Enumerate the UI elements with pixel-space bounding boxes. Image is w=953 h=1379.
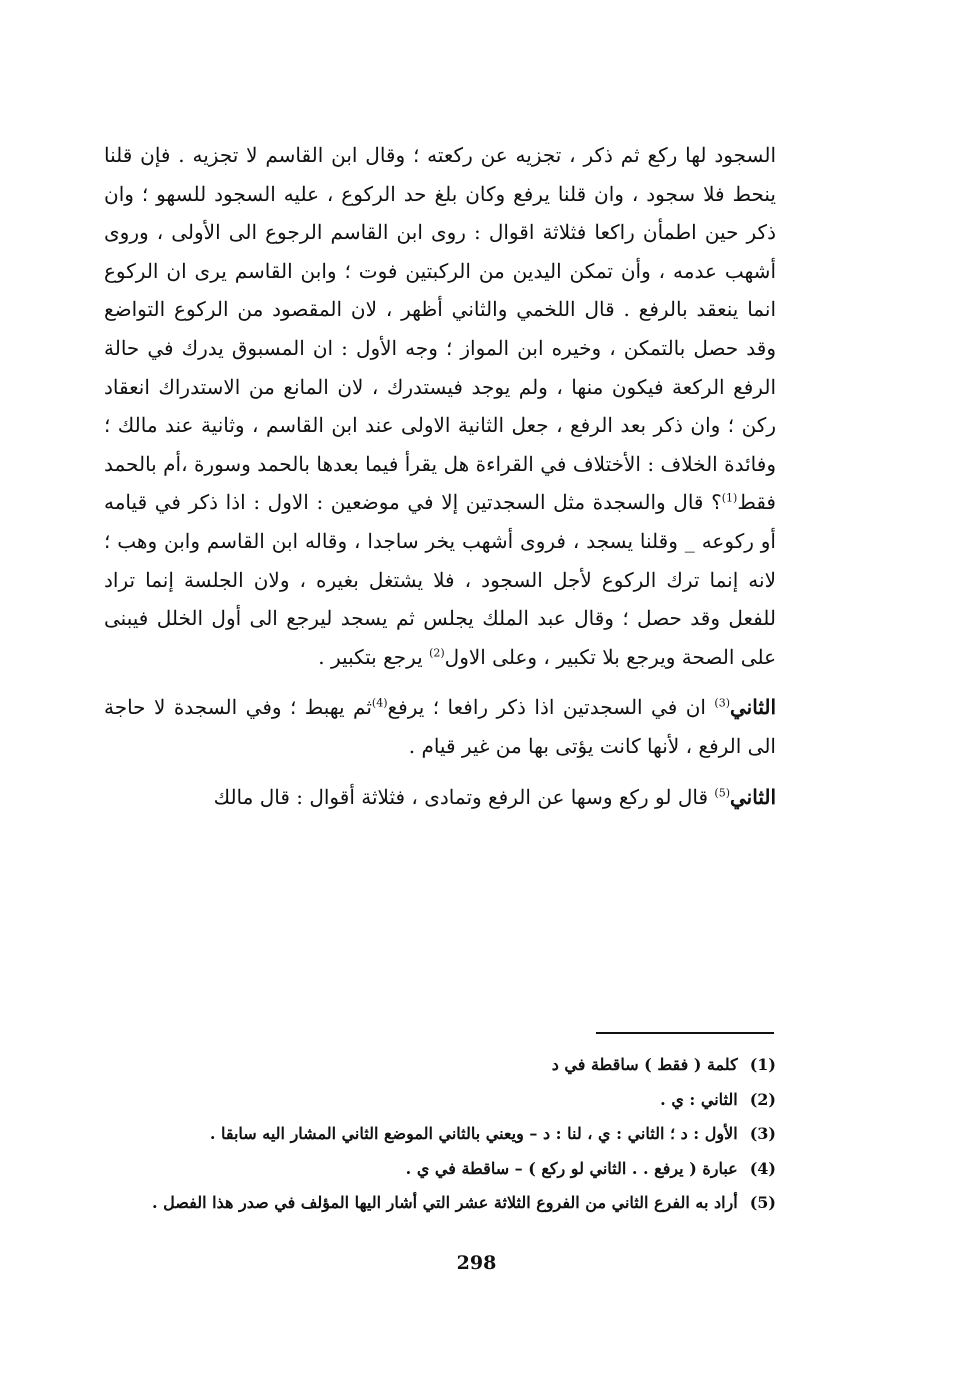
footnote-text: الأول : د ؛ الثاني : ي ، لنا : د – ويعني بالثاني الموضع الثاني المشار اليه سابقا . <box>209 1124 738 1143</box>
paragraph-lead: الثاني <box>729 695 776 720</box>
footnote-item <box>104 1152 776 1187</box>
footnote-ref: (5) <box>714 785 730 799</box>
footnote-number: (4) <box>749 1158 776 1178</box>
footnote-number: (1) <box>749 1055 776 1074</box>
footnote-text: أراد به الفرع الثاني من الفروع الثلاثة عشر التي أشار اليها المؤلف في صدر هذا الفصل . <box>152 1193 738 1212</box>
footnote-number: (2) <box>749 1089 776 1109</box>
paragraph-1 <box>104 136 776 676</box>
footnote-ref: (4) <box>371 696 388 710</box>
text-segment: ثم يهبط ؛ وفي السجدة لا حاجة الى الرفع ، لأنها كانت يؤتى بها من غير قيام . <box>104 695 776 758</box>
text-segment: ؟ قال والسجدة مثل السجدتين إلا في موضعين : الاول : اذا ذكر في قيامه أو ركوعه _ وقلنا يسجد ، فروى أشهب يخر ساجدا ، وقاله ابن القاسم وابن وهب ؛ لانه إنما ترك الركوع لأجل السجود ، فلا يشتغل بغيره ، ولان الجلسة إنما تراد للفعل وقد حصل ؛ وقال عبد الملك يجلس ثم يسجد ليرجع الى أول الخلل فيبنى على الصحة ويرجع بلا تكبير ، وعلى الاول <box>104 490 776 669</box>
footnote-text: الثاني : ي . <box>660 1089 738 1109</box>
footnote-number: (3) <box>749 1124 776 1143</box>
text-segment: يرجع بتكبير . <box>318 644 430 669</box>
footnote-ref: (3) <box>714 696 730 710</box>
footnote-item <box>104 1117 776 1152</box>
paragraph-2 <box>104 688 776 765</box>
footnotes-list <box>104 1048 776 1221</box>
footnote-item <box>104 1048 776 1083</box>
footnote-item <box>104 1083 776 1118</box>
footnote-text: كلمة ( فقط ) ساقطة في د <box>551 1055 738 1074</box>
footnote-ref: (1) <box>721 491 738 505</box>
paragraph-lead: الثاني <box>729 784 776 809</box>
text-segment: ان في السجدتين اذا ذكر رافعا ؛ يرفع <box>387 695 715 720</box>
footnote-number: (5) <box>749 1193 776 1212</box>
text-segment: قال لو ركع وسها عن الرفع وتمادى ، فثلاثة أقوال : قال مالك <box>213 784 715 809</box>
text-segment: السجود لها ركع ثم ذكر ، تجزيه عن ركعته ؛ وقال ابن القاسم لا تجزيه . فإن قلنا ينحط فلا سجود ، وان قلنا يرفع وكان بلغ حد الركوع ، عليه السجود للسهو ؛ وان ذكر حين اطمأن راكعا فثلاثة اقوال : روى ابن القاسم الرجوع الى الأولى ، وروى أشهب عدمه ، وأن تمكن اليدين من الركبتين فوت ؛ وابن القاسم يرى ان الركوع انما ينعقد بالرفع . قال اللخمي والثاني أظهر ، لان المقصود من الركوع التواضع وقد حصل بالتمكن ، وخيره ابن المواز ؛ وجه الأول : ان المسبوق يدرك في حالة الرفع الركعة فيكون منها ، ولم يوجد فيستدرك ، لان المانع من الاستدراك انعقاد ركن ؛ وان ذكر بعد الرفع ، جعل الثانية الاولى عند ابن القاسم ، وثانية عند مالك ؛ وفائدة الخلاف : الأختلاف في القراءة هل يقرأ فيما بعدها بالحمد وسورة ،أم بالحمد فقط <box>104 143 776 515</box>
footnote-text: عبارة ( يرفع . . الثاني لو ركع ) – ساقطة في ي . <box>405 1158 738 1178</box>
page-number: 298 <box>456 1252 497 1274</box>
footnote-ref: (2) <box>429 646 445 660</box>
footnote-divider <box>596 1032 774 1034</box>
footnote-item <box>104 1186 776 1221</box>
paragraph-3 <box>104 778 776 817</box>
main-text <box>104 136 776 816</box>
